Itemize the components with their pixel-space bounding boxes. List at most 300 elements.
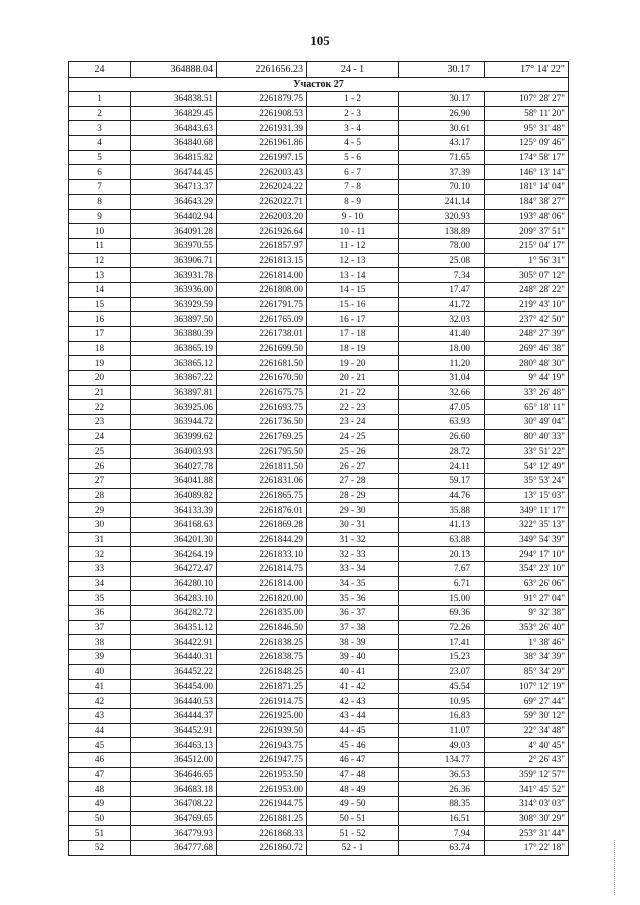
- segment-length: 59.17: [399, 473, 485, 488]
- segment-length: 35.88: [399, 503, 485, 518]
- point-number: 1: [69, 92, 131, 107]
- x-coordinate: 363865.12: [131, 356, 217, 371]
- y-coordinate: 2261931.39: [217, 121, 307, 136]
- direction-angle: 2° 26' 43": [485, 752, 569, 767]
- segment: 38 - 39: [307, 635, 399, 650]
- y-coordinate: 2261871.25: [217, 679, 307, 694]
- point-number: 46: [69, 752, 131, 767]
- segment-length: 43.17: [399, 136, 485, 151]
- segment-length: 241.14: [399, 194, 485, 209]
- point-number: 50: [69, 811, 131, 826]
- point-number: 49: [69, 797, 131, 812]
- direction-angle: 33° 26' 48": [485, 385, 569, 400]
- segment: 28 - 29: [307, 488, 399, 503]
- direction-angle: 353° 26' 40": [485, 620, 569, 635]
- direction-angle: 95° 31' 48": [485, 121, 569, 136]
- x-coordinate: 364272.47: [131, 562, 217, 577]
- segment: 6 - 7: [307, 165, 399, 180]
- y-coordinate: 2261846.50: [217, 620, 307, 635]
- direction-angle: 237° 42' 50": [485, 312, 569, 327]
- y-coordinate: 2261670.50: [217, 371, 307, 386]
- x-coordinate: 364643.29: [131, 194, 217, 209]
- segment-length: 15.00: [399, 591, 485, 606]
- y-coordinate: 2261831.06: [217, 473, 307, 488]
- table-row: [69, 106, 569, 121]
- segment-length: 63.88: [399, 532, 485, 547]
- direction-angle: 349° 11' 17": [485, 503, 569, 518]
- y-coordinate: 2261857.97: [217, 238, 307, 253]
- x-coordinate: 364713.37: [131, 180, 217, 195]
- y-coordinate: 2261738.01: [217, 327, 307, 342]
- table-row: [69, 576, 569, 591]
- y-coordinate: 2261953.50: [217, 767, 307, 782]
- segment: 13 - 14: [307, 268, 399, 283]
- direction-angle: 308° 30' 29": [485, 811, 569, 826]
- segment-length: 20.13: [399, 547, 485, 562]
- y-coordinate: 2261879.75: [217, 92, 307, 107]
- segment-length: 72.26: [399, 620, 485, 635]
- table-row: [69, 826, 569, 841]
- table-row: [69, 253, 569, 268]
- segment: 23 - 24: [307, 415, 399, 430]
- segment-length: 26.36: [399, 782, 485, 797]
- x-coordinate: 364744.45: [131, 165, 217, 180]
- point-number: 35: [69, 591, 131, 606]
- segment-length: 71.65: [399, 150, 485, 165]
- point-number: 41: [69, 679, 131, 694]
- segment: 51 - 52: [307, 826, 399, 841]
- x-coordinate: 364283.10: [131, 591, 217, 606]
- point-number: 11: [69, 238, 131, 253]
- x-coordinate: 363931.78: [131, 268, 217, 283]
- y-coordinate: 2261814.00: [217, 576, 307, 591]
- table-row: [69, 503, 569, 518]
- segment: 46 - 47: [307, 752, 399, 767]
- point-number: 21: [69, 385, 131, 400]
- x-coordinate: 364422.91: [131, 635, 217, 650]
- direction-angle: 181° 14' 04": [485, 180, 569, 195]
- direction-angle: 209° 37' 51": [485, 224, 569, 239]
- x-coordinate: 364683.18: [131, 782, 217, 797]
- segment: 17 - 18: [307, 327, 399, 342]
- x-coordinate: 364454.00: [131, 679, 217, 694]
- segment: 26 - 27: [307, 459, 399, 474]
- segment-length: 47.05: [399, 400, 485, 415]
- direction-angle: 13° 15' 03": [485, 488, 569, 503]
- table-row: [69, 238, 569, 253]
- segment: 29 - 30: [307, 503, 399, 518]
- table-row: [69, 782, 569, 797]
- point-number: 33: [69, 562, 131, 577]
- x-coordinate: 363880.39: [131, 327, 217, 342]
- segment: 9 - 10: [307, 209, 399, 224]
- segment-length: 70.10: [399, 180, 485, 195]
- direction-angle: 359° 12' 57": [485, 767, 569, 782]
- segment: 50 - 51: [307, 811, 399, 826]
- direction-angle: 1° 56' 31": [485, 253, 569, 268]
- direction-angle: 146° 13' 14": [485, 165, 569, 180]
- x-coordinate: 364444.37: [131, 708, 217, 723]
- segment-length: 41.13: [399, 517, 485, 532]
- segment-length: 11.20: [399, 356, 485, 371]
- segment-length: 7.94: [399, 826, 485, 841]
- direction-angle: 35° 53' 24": [485, 473, 569, 488]
- point-number: 9: [69, 209, 131, 224]
- segment: 49 - 50: [307, 797, 399, 812]
- y-coordinate: 2261693.75: [217, 400, 307, 415]
- direction-angle: 107° 28' 27": [485, 92, 569, 107]
- y-coordinate: 2261675.75: [217, 385, 307, 400]
- segment: 33 - 34: [307, 562, 399, 577]
- table-row: [69, 400, 569, 415]
- point-number: 15: [69, 297, 131, 312]
- point-number: 13: [69, 268, 131, 283]
- segment: 41 - 42: [307, 679, 399, 694]
- segment-length: 17.47: [399, 282, 485, 297]
- table-row: [69, 811, 569, 826]
- segment: 22 - 23: [307, 400, 399, 415]
- direction-angle: 9° 44' 19": [485, 371, 569, 386]
- table-row: [69, 488, 569, 503]
- segment: 47 - 48: [307, 767, 399, 782]
- point-number: 23: [69, 415, 131, 430]
- segment: 10 - 11: [307, 224, 399, 239]
- segment-length: 78.00: [399, 238, 485, 253]
- direction-angle: 38° 34' 39": [485, 650, 569, 665]
- x-coordinate: 364452.91: [131, 723, 217, 738]
- y-coordinate: 2261844.29: [217, 532, 307, 547]
- table-row: [69, 679, 569, 694]
- direction-angle: 65° 18' 11": [485, 400, 569, 415]
- point-number: 40: [69, 664, 131, 679]
- point-number: 29: [69, 503, 131, 518]
- segment-length: 16.83: [399, 708, 485, 723]
- y-coordinate: 2261838.25: [217, 635, 307, 650]
- direction-angle: 85° 34' 29": [485, 664, 569, 679]
- table-row: [69, 385, 569, 400]
- direction-angle: 59° 30' 12": [485, 708, 569, 723]
- x-coordinate: 364402.94: [131, 209, 217, 224]
- table-row: [69, 444, 569, 459]
- table-row: [69, 165, 569, 180]
- point-number: 19: [69, 356, 131, 371]
- y-coordinate: 2261769.25: [217, 429, 307, 444]
- y-coordinate: 2261953.00: [217, 782, 307, 797]
- segment-length: 37.39: [399, 165, 485, 180]
- direction-angle: 248° 28' 22": [485, 282, 569, 297]
- segment: 5 - 6: [307, 150, 399, 165]
- segment-length: 36.53: [399, 767, 485, 782]
- table-row: [69, 694, 569, 709]
- segment-length: 30.17: [399, 92, 485, 107]
- y-coordinate: 2261876.01: [217, 503, 307, 518]
- segment: 3 - 4: [307, 121, 399, 136]
- point-number: 39: [69, 650, 131, 665]
- table-row: [69, 341, 569, 356]
- x-coordinate: 363936.00: [131, 282, 217, 297]
- point-number: 38: [69, 635, 131, 650]
- y-coordinate: 2261961.86: [217, 136, 307, 151]
- y-coordinate: 2262003.43: [217, 165, 307, 180]
- y-coordinate: 2261925.00: [217, 708, 307, 723]
- point-number: 12: [69, 253, 131, 268]
- y-coordinate: 2261943.75: [217, 738, 307, 753]
- segment-length: 17.41: [399, 635, 485, 650]
- point-number: 28: [69, 488, 131, 503]
- point-number: 14: [69, 282, 131, 297]
- x-coordinate: 364779.93: [131, 826, 217, 841]
- table-row: [69, 312, 569, 327]
- point-number: 17: [69, 327, 131, 342]
- x-coordinate: 364815.82: [131, 150, 217, 165]
- segment: 31 - 32: [307, 532, 399, 547]
- x-coordinate: 364089.82: [131, 488, 217, 503]
- segment-length: 41.40: [399, 327, 485, 342]
- segment-length: 63.93: [399, 415, 485, 430]
- segment: 1 - 2: [307, 92, 399, 107]
- point-number: 32: [69, 547, 131, 562]
- segment-length: 26.90: [399, 106, 485, 121]
- segment-length: 30.17: [399, 62, 485, 78]
- segment: 36 - 37: [307, 606, 399, 621]
- table-row: [69, 224, 569, 239]
- table-row: [69, 547, 569, 562]
- x-coordinate: 364840.68: [131, 136, 217, 151]
- point-number: 22: [69, 400, 131, 415]
- table-row: [69, 767, 569, 782]
- segment: 24 - 1: [307, 62, 399, 78]
- y-coordinate: 2261926.64: [217, 224, 307, 239]
- y-coordinate: 2261838.75: [217, 650, 307, 665]
- segment-length: 45.54: [399, 679, 485, 694]
- table-row: [69, 429, 569, 444]
- segment: 44 - 45: [307, 723, 399, 738]
- table-row: [69, 532, 569, 547]
- table-row: [69, 209, 569, 224]
- segment-length: 32.03: [399, 312, 485, 327]
- y-coordinate: 2261860.72: [217, 841, 307, 856]
- y-coordinate: 2261997.15: [217, 150, 307, 165]
- direction-angle: 17° 14' 22": [485, 62, 569, 78]
- x-coordinate: 364091.28: [131, 224, 217, 239]
- segment: 25 - 26: [307, 444, 399, 459]
- x-coordinate: 364351.12: [131, 620, 217, 635]
- x-coordinate: 364829.45: [131, 106, 217, 121]
- direction-angle: 69° 27' 44": [485, 694, 569, 709]
- point-number: 37: [69, 620, 131, 635]
- y-coordinate: 2262024.22: [217, 180, 307, 195]
- segment: 2 - 3: [307, 106, 399, 121]
- point-number: 16: [69, 312, 131, 327]
- direction-angle: 248° 27' 39": [485, 327, 569, 342]
- y-coordinate: 2261947.75: [217, 752, 307, 767]
- table-row: [69, 136, 569, 151]
- direction-angle: 4° 40' 45": [485, 738, 569, 753]
- direction-angle: 215° 04' 17": [485, 238, 569, 253]
- table-row: [69, 180, 569, 195]
- segment-length: 24.11: [399, 459, 485, 474]
- y-coordinate: 2261908.53: [217, 106, 307, 121]
- x-coordinate: 364452.22: [131, 664, 217, 679]
- direction-angle: 219° 43' 10": [485, 297, 569, 312]
- y-coordinate: 2261848.25: [217, 664, 307, 679]
- point-number: 44: [69, 723, 131, 738]
- direction-angle: 1° 38' 46": [485, 635, 569, 650]
- table-row: [69, 738, 569, 753]
- segment: 19 - 20: [307, 356, 399, 371]
- point-number: 36: [69, 606, 131, 621]
- table-row: [69, 723, 569, 738]
- point-number: 7: [69, 180, 131, 195]
- segment: 34 - 35: [307, 576, 399, 591]
- y-coordinate: 2261869.28: [217, 517, 307, 532]
- segment: 32 - 33: [307, 547, 399, 562]
- table-row: [69, 562, 569, 577]
- direction-angle: 17° 22' 18": [485, 841, 569, 856]
- segment: 37 - 38: [307, 620, 399, 635]
- x-coordinate: 364264.19: [131, 547, 217, 562]
- y-coordinate: 2261939.50: [217, 723, 307, 738]
- segment-length: 30.61: [399, 121, 485, 136]
- segment: 40 - 41: [307, 664, 399, 679]
- segment-length: 88.35: [399, 797, 485, 812]
- point-number: 20: [69, 371, 131, 386]
- point-number: 6: [69, 165, 131, 180]
- table-row: [69, 473, 569, 488]
- segment-length: 7.67: [399, 562, 485, 577]
- table-row: [69, 517, 569, 532]
- segment-length: 16.51: [399, 811, 485, 826]
- x-coordinate: 363929.59: [131, 297, 217, 312]
- x-coordinate: 364003.93: [131, 444, 217, 459]
- x-coordinate: 364041.88: [131, 473, 217, 488]
- segment: 45 - 46: [307, 738, 399, 753]
- segment: 43 - 44: [307, 708, 399, 723]
- x-coordinate: 364027.78: [131, 459, 217, 474]
- segment: 24 - 25: [307, 429, 399, 444]
- x-coordinate: 364201.30: [131, 532, 217, 547]
- segment-length: 69.36: [399, 606, 485, 621]
- segment-length: 15.23: [399, 650, 485, 665]
- x-coordinate: 363897.50: [131, 312, 217, 327]
- table-row: [69, 356, 569, 371]
- table-row: [69, 62, 569, 78]
- table-row: [69, 268, 569, 283]
- y-coordinate: 2261835.00: [217, 606, 307, 621]
- x-coordinate: 364769.65: [131, 811, 217, 826]
- segment-length: 7.34: [399, 268, 485, 283]
- point-number: 42: [69, 694, 131, 709]
- segment: 11 - 12: [307, 238, 399, 253]
- segment-length: 320.93: [399, 209, 485, 224]
- y-coordinate: 2261865.75: [217, 488, 307, 503]
- segment: 35 - 36: [307, 591, 399, 606]
- x-coordinate: 363897.81: [131, 385, 217, 400]
- x-coordinate: 364777.68: [131, 841, 217, 856]
- y-coordinate: 2262022.71: [217, 194, 307, 209]
- x-coordinate: 364440.53: [131, 694, 217, 709]
- x-coordinate: 364280.10: [131, 576, 217, 591]
- x-coordinate: 364133.39: [131, 503, 217, 518]
- point-number: 24: [69, 429, 131, 444]
- segment-length: 11.07: [399, 723, 485, 738]
- point-number: 34: [69, 576, 131, 591]
- segment: 42 - 43: [307, 694, 399, 709]
- table-row: [69, 752, 569, 767]
- table-row: [69, 635, 569, 650]
- segment-length: 134.77: [399, 752, 485, 767]
- margin-mark: [614, 840, 618, 895]
- section-title: Участок 27: [69, 78, 569, 92]
- segment: 48 - 49: [307, 782, 399, 797]
- direction-angle: 58° 11' 20": [485, 106, 569, 121]
- segment: 39 - 40: [307, 650, 399, 665]
- y-coordinate: 2261681.50: [217, 356, 307, 371]
- direction-angle: 33° 51' 22": [485, 444, 569, 459]
- x-coordinate: 364168.63: [131, 517, 217, 532]
- x-coordinate: 363865.19: [131, 341, 217, 356]
- segment: 27 - 28: [307, 473, 399, 488]
- point-number: 43: [69, 708, 131, 723]
- point-number: 10: [69, 224, 131, 239]
- segment: 12 - 13: [307, 253, 399, 268]
- segment-length: 138.89: [399, 224, 485, 239]
- table-row: [69, 650, 569, 665]
- y-coordinate: 2261699.50: [217, 341, 307, 356]
- x-coordinate: 364463.13: [131, 738, 217, 753]
- coordinates-table: [68, 61, 569, 856]
- point-number: 52: [69, 841, 131, 856]
- x-coordinate: 364888.04: [131, 62, 217, 78]
- y-coordinate: 2261736.50: [217, 415, 307, 430]
- direction-angle: 354° 23' 10": [485, 562, 569, 577]
- direction-angle: 294° 17' 10": [485, 547, 569, 562]
- direction-angle: 253° 31' 44": [485, 826, 569, 841]
- point-number: 45: [69, 738, 131, 753]
- segment: 7 - 8: [307, 180, 399, 195]
- table-row: [69, 282, 569, 297]
- x-coordinate: 364838.51: [131, 92, 217, 107]
- direction-angle: 125° 09' 46": [485, 136, 569, 151]
- table-row: [69, 415, 569, 430]
- page-number: 105: [310, 33, 330, 48]
- table-row: [69, 459, 569, 474]
- direction-angle: 63° 26' 06": [485, 576, 569, 591]
- point-number: 5: [69, 150, 131, 165]
- x-coordinate: 363944.72: [131, 415, 217, 430]
- y-coordinate: 2261765.09: [217, 312, 307, 327]
- y-coordinate: 2261791.75: [217, 297, 307, 312]
- y-coordinate: 2261808.00: [217, 282, 307, 297]
- x-coordinate: 363867.22: [131, 371, 217, 386]
- section-header-row: [69, 78, 569, 92]
- point-number: 4: [69, 136, 131, 151]
- direction-angle: 314° 03' 03": [485, 797, 569, 812]
- segment: 4 - 5: [307, 136, 399, 151]
- x-coordinate: 363925.06: [131, 400, 217, 415]
- point-number: 27: [69, 473, 131, 488]
- direction-angle: 269° 46' 38": [485, 341, 569, 356]
- segment: 21 - 22: [307, 385, 399, 400]
- y-coordinate: 2261814.75: [217, 562, 307, 577]
- y-coordinate: 2261811.50: [217, 459, 307, 474]
- point-number: 8: [69, 194, 131, 209]
- y-coordinate: 2261944.75: [217, 797, 307, 812]
- segment: 52 - 1: [307, 841, 399, 856]
- direction-angle: 91° 27' 04": [485, 591, 569, 606]
- y-coordinate: 2261814.00: [217, 268, 307, 283]
- table-row: [69, 327, 569, 342]
